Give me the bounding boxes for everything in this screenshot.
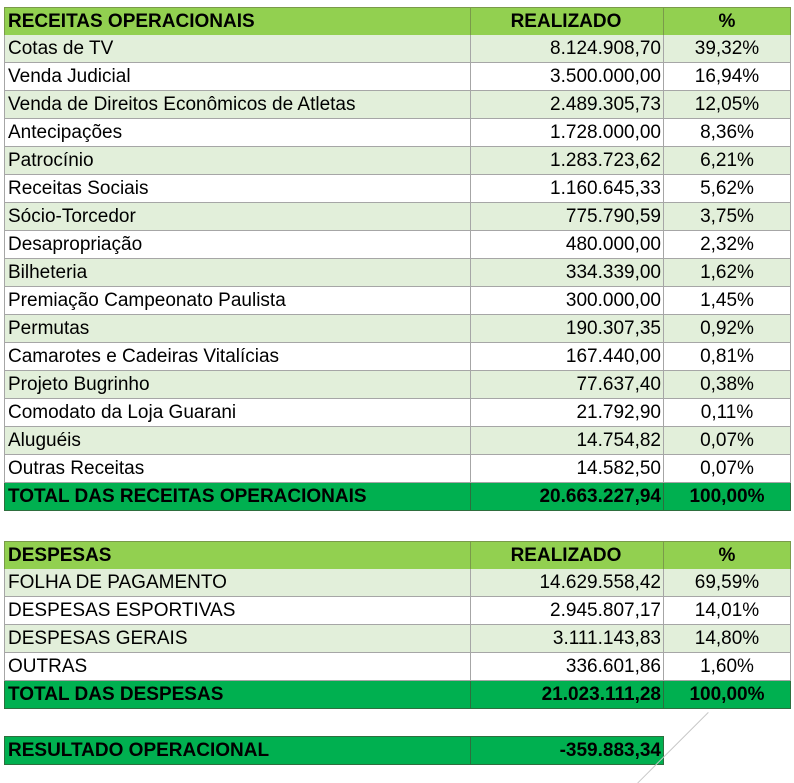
row-percent[interactable]: 2,32% [664,231,791,259]
row-value[interactable]: 1.728.000,00 [471,119,664,147]
table-row [4,259,791,287]
row-label[interactable]: Premiação Campeonato Paulista [4,287,471,315]
row-value[interactable]: 480.000,00 [471,231,664,259]
table-row [4,399,791,427]
row-percent[interactable]: 14,80% [664,625,791,653]
row-value[interactable]: 8.124.908,70 [471,35,664,63]
row-percent[interactable]: 6,21% [664,147,791,175]
row-percent[interactable]: 0,11% [664,399,791,427]
row-percent[interactable]: 0,07% [664,427,791,455]
row-label[interactable]: Sócio-Torcedor [4,203,471,231]
total-percent[interactable]: 100,00% [664,681,791,709]
header-realizado[interactable]: REALIZADO [471,8,664,36]
row-label[interactable]: Antecipações [4,119,471,147]
table-row [4,343,791,371]
despesas-body [4,569,791,681]
total-value[interactable]: 21.023.111,28 [471,681,664,709]
row-value[interactable]: 1.160.645,33 [471,175,664,203]
resultado-row [4,736,664,764]
table-row [4,371,791,399]
table-row [4,597,791,625]
table-row [4,315,791,343]
row-percent[interactable]: 8,36% [664,119,791,147]
despesas-header-row [4,541,791,569]
row-label[interactable]: Projeto Bugrinho [4,371,471,399]
row-percent[interactable]: 0,92% [664,315,791,343]
row-value[interactable]: 14.754,82 [471,427,664,455]
row-percent[interactable]: 3,75% [664,203,791,231]
row-percent[interactable]: 69,59% [664,569,791,597]
row-percent[interactable]: 1,45% [664,287,791,315]
row-label[interactable]: Comodato da Loja Guarani [4,399,471,427]
header-category[interactable]: DESPESAS [4,542,471,570]
table-row [4,175,791,203]
table-row [4,231,791,259]
row-label[interactable]: Permutas [4,315,471,343]
total-label[interactable]: TOTAL DAS RECEITAS OPERACIONAIS [4,483,471,511]
total-label[interactable]: TOTAL DAS DESPESAS [4,681,471,709]
receitas-table [4,7,791,511]
table-row [4,35,791,63]
header-realizado[interactable]: REALIZADO [471,542,664,570]
resultado-value[interactable]: -359.883,34 [471,737,664,765]
row-percent[interactable]: 0,38% [664,371,791,399]
row-label[interactable]: Patrocínio [4,147,471,175]
row-label[interactable]: Desapropriação [4,231,471,259]
despesas-table [4,541,791,709]
table-row [4,91,791,119]
row-value[interactable]: 2.489.305,73 [471,91,664,119]
table-row [4,203,791,231]
row-percent[interactable]: 5,62% [664,175,791,203]
table-row [4,147,791,175]
row-label[interactable]: Venda Judicial [4,63,471,91]
resultado-table [4,736,664,764]
total-percent[interactable]: 100,00% [664,483,791,511]
receitas-total-row [4,483,791,511]
row-value[interactable]: 14.629.558,42 [471,569,664,597]
row-label[interactable]: DESPESAS GERAIS [4,625,471,653]
table-row [4,63,791,91]
row-label[interactable]: Aluguéis [4,427,471,455]
row-percent[interactable]: 1,62% [664,259,791,287]
header-percent[interactable]: % [664,542,791,570]
row-value[interactable]: 300.000,00 [471,287,664,315]
row-value[interactable]: 77.637,40 [471,371,664,399]
row-value[interactable]: 3.111.143,83 [471,625,664,653]
row-label[interactable]: Outras Receitas [4,455,471,483]
table-row [4,427,791,455]
row-label[interactable]: Bilheteria [4,259,471,287]
table-row [4,625,791,653]
row-percent[interactable]: 0,81% [664,343,791,371]
header-category[interactable]: RECEITAS OPERACIONAIS [4,8,471,36]
receitas-body [4,35,791,483]
receitas-header-row [4,7,791,35]
row-label[interactable]: OUTRAS [4,653,471,681]
row-percent[interactable]: 1,60% [664,653,791,681]
row-value[interactable]: 3.500.000,00 [471,63,664,91]
row-value[interactable]: 336.601,86 [471,653,664,681]
row-label[interactable]: Receitas Sociais [4,175,471,203]
row-value[interactable]: 334.339,00 [471,259,664,287]
row-value[interactable]: 14.582,50 [471,455,664,483]
header-percent[interactable]: % [664,8,791,36]
table-row [4,569,791,597]
table-row [4,653,791,681]
row-label[interactable]: Cotas de TV [4,35,471,63]
table-row [4,119,791,147]
table-row [4,455,791,483]
despesas-total-row [4,681,791,709]
row-value[interactable]: 1.283.723,62 [471,147,664,175]
row-label[interactable]: DESPESAS ESPORTIVAS [4,597,471,625]
row-value[interactable]: 167.440,00 [471,343,664,371]
row-label[interactable]: Venda de Direitos Econômicos de Atletas [4,91,471,119]
row-percent[interactable]: 16,94% [664,63,791,91]
row-label[interactable]: FOLHA DE PAGAMENTO [4,569,471,597]
row-percent[interactable]: 39,32% [664,35,791,63]
row-value[interactable]: 190.307,35 [471,315,664,343]
table-row [4,287,791,315]
total-value[interactable]: 20.663.227,94 [471,483,664,511]
row-percent[interactable]: 14,01% [664,597,791,625]
row-value[interactable]: 21.792,90 [471,399,664,427]
row-value[interactable]: 2.945.807,17 [471,597,664,625]
row-value[interactable]: 775.790,59 [471,203,664,231]
row-percent[interactable]: 12,05% [664,91,791,119]
resultado-label[interactable]: RESULTADO OPERACIONAL [4,737,471,765]
row-label[interactable]: Camarotes e Cadeiras Vitalícias [4,343,471,371]
row-percent[interactable]: 0,07% [664,455,791,483]
